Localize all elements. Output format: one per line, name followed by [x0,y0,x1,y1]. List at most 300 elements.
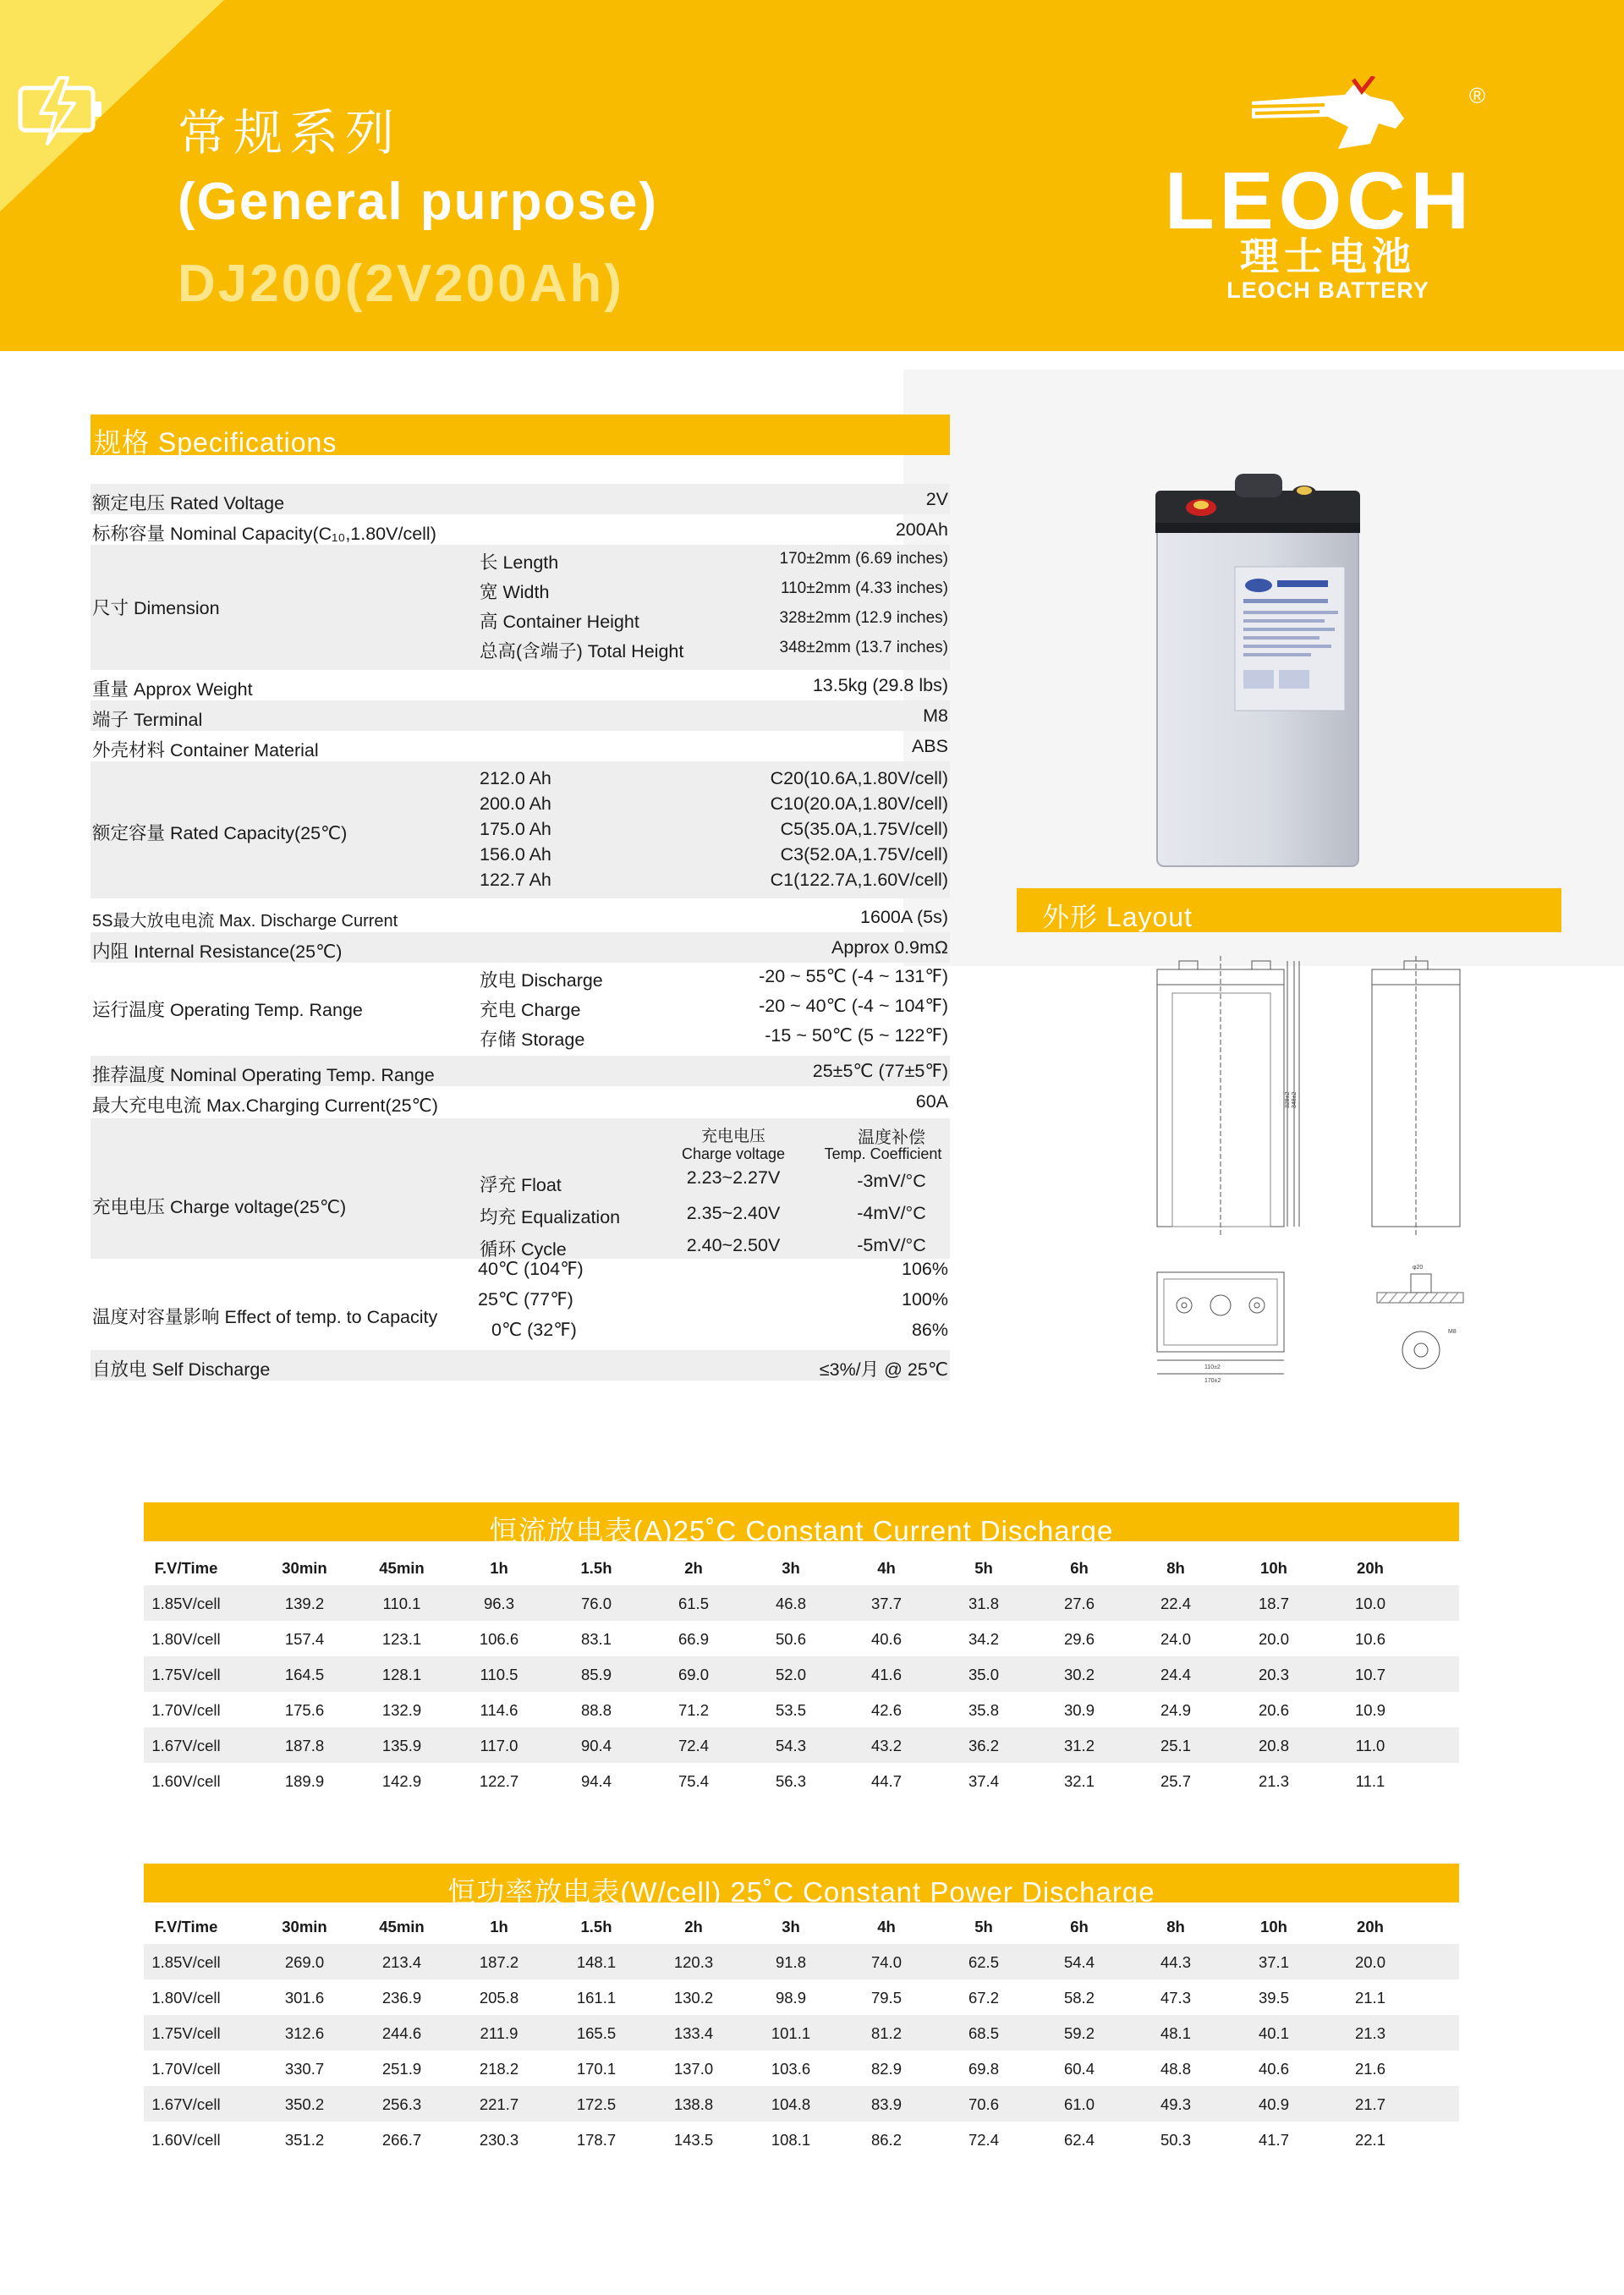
table-cell: 79.5 [870,1989,902,2007]
table-header-cell: 1.5h [580,1559,612,1577]
table-header-cell: 45min [379,1559,425,1577]
table-cell: 40.9 [1258,2095,1289,2113]
table-cell: 172.5 [576,2095,617,2113]
table-cell: 251.9 [381,2060,422,2078]
specifications-heading: 规格 Specifications [94,427,337,458]
table-header-cell: F.V/Time [154,1918,218,1935]
spec-value: 86% [911,1320,948,1340]
table-cell: 52.0 [775,1666,806,1683]
table-cell: 1.60V/cell [151,2131,221,2149]
table-cell: 130.2 [673,1989,714,2007]
table-cell: 1.80V/cell [151,1630,221,1648]
spec-row-container-material [91,731,950,761]
table-cell: 205.8 [479,1989,519,2007]
table-cell: 20.8 [1258,1737,1289,1754]
table-cell: 85.9 [580,1666,612,1683]
table-cell: 43.2 [870,1737,902,1754]
table-cell: 31.8 [968,1595,999,1612]
table-row [144,1692,1459,1727]
table-cell: 110.1 [382,1595,421,1612]
table-header-cell: 45min [379,1918,425,1935]
table-cell: 218.2 [479,2060,519,2078]
spec-value: 348±2mm (13.7 inches) [779,639,948,656]
table-header-cell: 2h [684,1918,703,1935]
table-cell: 11.1 [1355,1772,1385,1790]
cp-table-title: 恒功率放电表(W/cell) 25˚C Constant Power Discharge [447,1876,1155,1908]
layout-dim-label: 328±2 [1285,1091,1291,1108]
table-cell: 143.5 [673,2131,714,2149]
table-cell: 50.3 [1160,2131,1191,2149]
table-cell: 53.5 [775,1701,806,1719]
table-cell: 86.2 [870,2131,902,2149]
table-cell: 123.1 [381,1630,422,1648]
table-header-cell: 5h [974,1559,993,1577]
table-cell: 21.3 [1354,2024,1385,2042]
table-cell: 61.0 [1063,2095,1095,2113]
table-header-cell: F.V/Time [154,1559,218,1577]
table-cell: 72.4 [678,1737,709,1754]
table-header-cell: 10h [1260,1918,1287,1935]
cc-table-title-bar [144,1502,1459,1546]
table-cell: 20.0 [1258,1630,1289,1648]
spec-sublabel: 存储 Storage [480,1029,585,1050]
table-row [144,1621,1459,1656]
spec-label: 额定容量 Rated Capacity(25℃) [92,823,348,843]
layout-dim-label: 348±2 [1292,1091,1298,1108]
table-cell: 72.4 [968,2131,999,2149]
table-header-row [144,1550,1459,1585]
table-cell: 269.0 [284,1953,325,1971]
table-cell: 101.1 [771,2024,811,2042]
table-cell: 25.1 [1160,1737,1191,1754]
table-header-cell: 3h [782,1559,800,1577]
table-cell: 59.2 [1063,2024,1095,2042]
spec-value: 1600A (5s) [860,907,948,927]
table-header-cell: 3h [782,1918,800,1935]
spec-row-nominal-temp [91,1056,950,1086]
brand-name-cn: 理士电池 [1240,233,1416,279]
spec-label: 充电电压 Charge voltage(25℃) [92,1197,347,1217]
table-cell: 24.0 [1160,1630,1191,1648]
table-cell: 24.4 [1160,1666,1191,1683]
table-cell: 30.2 [1063,1666,1095,1683]
leoch-logo [1150,76,1489,313]
table-header-cell: 20h [1357,1918,1384,1935]
table-cell: 10.6 [1354,1630,1385,1648]
header-banner [0,0,1624,351]
spec-value: C1(122.7A,1.60V/cell) [770,870,948,890]
cp-table-title-bar [144,1864,1459,1908]
spec-value: Approx 0.9mΩ [831,937,948,958]
series-title-en: (General purpose) [178,173,658,231]
table-cell: 104.8 [771,2095,811,2113]
table-cell: 49.3 [1160,2095,1191,2113]
table-cell: 71.2 [678,1701,709,1719]
spec-label: 重量 Approx Weight [92,679,253,700]
spec-value: 110±2mm (4.33 inches) [780,579,948,597]
table-header-cell: 5h [974,1918,993,1935]
table-cell: 330.7 [284,2060,325,2078]
table-cell: 122.7 [479,1772,519,1790]
table-cell: 1.70V/cell [151,1701,221,1719]
spec-row-self-discharge [91,1350,950,1381]
table-cell: 62.5 [968,1953,999,1971]
table-cell: 351.2 [284,2131,325,2149]
table-cell: 1.75V/cell [151,1666,221,1683]
table-cell: 1.67V/cell [151,2095,221,2113]
table-cell: 46.8 [775,1595,806,1612]
table-cell: 25.7 [1160,1772,1191,1790]
layout-heading: 外形 Layout [1042,902,1193,932]
spec-sublabel: 156.0 Ah [480,844,551,865]
table-cell: 1.85V/cell [151,1953,221,1971]
table-cell: 29.6 [1063,1630,1095,1648]
temp-coef-col-cn: 温度补偿 [858,1128,925,1147]
table-cell: 66.9 [678,1630,709,1648]
table-cell: 266.7 [381,2131,422,2149]
table-cell: 70.6 [968,2095,999,2113]
table-cell: 236.9 [381,1989,422,2007]
spec-label: 内阻 Internal Resistance(25℃) [92,942,343,962]
table-cell: 230.3 [479,2131,519,2149]
table-cell: 189.9 [284,1772,325,1790]
table-cell: 138.8 [673,2095,714,2113]
table-cell: 60.4 [1063,2060,1095,2078]
table-cell: 34.2 [968,1630,999,1648]
registered-mark: ® [1468,83,1485,108]
table-cell: 37.4 [968,1772,999,1790]
table-cell: 128.1 [381,1666,422,1683]
spec-value: -15 ~ 50℃ (5 ~ 122℉) [765,1025,948,1046]
table-cell: 10.7 [1354,1666,1385,1683]
spec-value: C10(20.0A,1.80V/cell) [770,793,948,814]
table-cell: 75.4 [678,1772,709,1790]
table-cell: 142.9 [381,1772,422,1790]
table-cell: 40.6 [870,1630,902,1648]
table-cell: 11.0 [1355,1737,1385,1754]
spec-label: 自放电 Self Discharge [92,1359,271,1380]
spec-row-dimension [91,545,950,670]
table-cell: 21.3 [1258,1772,1289,1790]
spec-sublabel: 高 Container Height [480,612,639,632]
battery-charge-icon [15,74,110,147]
charge-voltage-col-en: Charge voltage [681,1145,786,1162]
table-cell: 244.6 [381,2024,422,2042]
table-cell: 10.9 [1354,1701,1385,1719]
spec-value: 13.5kg (29.8 lbs) [812,675,948,695]
table-row [144,1727,1459,1763]
table-cell: 22.1 [1354,2131,1385,2149]
table-row [144,1979,1459,2015]
table-cell: 161.1 [576,1989,617,2007]
spec-label: 额定电压 Rated Voltage [92,493,285,513]
table-cell: 94.4 [580,1772,612,1790]
spec-row-rated-voltage [91,484,950,514]
table-cell: 20.3 [1258,1666,1289,1683]
temp-coef-value: -3mV/°C [857,1171,926,1191]
table-cell: 114.6 [480,1701,518,1719]
horse-head-icon [1243,76,1413,161]
table-row [144,1944,1459,1979]
spec-value: 25±5℃ (77±5℉) [812,1061,948,1081]
spec-row-operating-temp [91,963,950,1052]
table-cell: 350.2 [284,2095,325,2113]
spec-value: C5(35.0A,1.75V/cell) [780,819,948,839]
table-header-cell: 20h [1357,1559,1384,1577]
table-cell: 135.9 [381,1737,422,1754]
table-cell: 41.6 [870,1666,902,1683]
table-cell: 68.5 [968,2024,999,2042]
table-cell: 36.2 [968,1737,999,1754]
table-cell: 312.6 [284,2024,325,2042]
charge-voltage-value: 2.40~2.50V [686,1235,781,1255]
spec-sublabel: 循环 Cycle [480,1239,567,1260]
table-cell: 301.6 [284,1989,325,2007]
table-cell: 164.5 [284,1666,325,1683]
table-cell: 132.9 [381,1701,422,1719]
spec-sublabel: 40℃ (104℉) [478,1259,584,1279]
charge-voltage-col-cn: 充电电压 [700,1128,765,1145]
table-cell: 110.5 [480,1666,518,1683]
table-header-cell: 8h [1166,1918,1185,1935]
spec-label: 最大充电电流 Max.Charging Current(25℃) [92,1095,438,1116]
spec-value: M8 [923,706,948,726]
table-header-cell: 1h [490,1918,508,1935]
specifications-heading-bar [91,415,950,458]
table-row [144,2015,1459,2051]
table-cell: 1.85V/cell [151,1595,221,1612]
table-cell: 256.3 [381,2095,422,2113]
table-header-cell: 30min [282,1559,327,1577]
table-cell: 103.6 [771,2060,811,2078]
table-row [144,2086,1459,2122]
spec-value: -20 ~ 40℃ (-4 ~ 104℉) [759,996,948,1016]
layout-dim-label: 170±2 [1204,1378,1221,1384]
temp-coef-col-en: Temp. Coefficient [824,1145,942,1162]
spec-sublabel: 0℃ (32℉) [491,1320,577,1340]
table-cell: 58.2 [1063,1989,1095,2007]
table-cell: 165.5 [576,2024,617,2042]
table-cell: 61.5 [678,1595,709,1612]
table-header-cell: 10h [1260,1559,1287,1577]
table-cell: 37.1 [1258,1953,1289,1971]
spec-value: ≤3%/月 @ 25℃ [819,1359,948,1380]
table-cell: 133.4 [673,2024,714,2042]
table-cell: 187.2 [479,1953,519,1971]
table-row [144,1656,1459,1692]
spec-label: 端子 Terminal [92,710,203,730]
spec-row-charge-voltage [91,1118,950,1259]
table-cell: 54.4 [1063,1953,1095,1971]
table-cell: 178.7 [576,2131,617,2149]
table-cell: 81.2 [870,2024,902,2042]
cc-table-title: 恒流放电表(A)25˚C Constant Current Discharge [489,1515,1114,1546]
spec-value: 328±2mm (12.9 inches) [779,609,948,627]
table-cell: 62.4 [1063,2131,1095,2149]
table-cell: 10.0 [1354,1595,1385,1612]
table-header-cell: 4h [877,1918,896,1935]
spec-value: 106% [902,1259,948,1279]
spec-row-max-charging [91,1086,950,1117]
spec-sublabel: 总高(含端子) Total Height [480,641,684,662]
spec-label: 温度对容量影响 Effect of temp. to Capacity [92,1307,438,1327]
table-cell: 21.1 [1354,1989,1385,2007]
table-cell: 157.4 [284,1630,325,1648]
table-cell: 39.5 [1258,1989,1289,2007]
table-cell: 67.2 [968,1989,999,2007]
table-cell: 98.9 [775,1989,806,2007]
table-header-cell: 30min [282,1918,327,1935]
table-cell: 48.8 [1160,2060,1191,2078]
table-header-cell: 6h [1070,1918,1089,1935]
table-header-cell: 1h [490,1559,508,1577]
table-cell: 69.8 [968,2060,999,2078]
brand-wordmark: LEOCH [1165,156,1474,246]
table-cell: 83.9 [870,2095,902,2113]
table-cell: 170.1 [576,2060,617,2078]
spec-label: 5S最大放电电流 Max. Discharge Current [92,912,398,931]
table-cell: 120.3 [673,1953,714,1971]
table-cell: 50.6 [775,1630,806,1648]
series-title-cn: 常规系列 [178,104,402,162]
table-cell: 18.7 [1258,1595,1289,1612]
spec-sublabel: 212.0 Ah [480,768,551,788]
table-cell: 108.1 [771,2131,811,2149]
table-header-cell: 1.5h [580,1918,612,1935]
table-cell: 40.1 [1258,2024,1289,2042]
brand-name-en: LEOCH BATTERY [1226,277,1429,303]
table-cell: 31.2 [1063,1737,1095,1754]
table-cell: 211.9 [480,2024,518,2042]
spec-label: 推荐温度 Nominal Operating Temp. Range [92,1065,435,1085]
table-header-cell: 6h [1070,1559,1089,1577]
spec-row-temp-effect [91,1259,950,1350]
spec-value: 100% [902,1289,948,1309]
battery-product-photo [1150,474,1370,871]
spec-value: ABS [911,736,948,756]
spec-sublabel: 均充 Equalization [480,1207,621,1227]
spec-value: 60A [915,1091,948,1112]
table-cell: 106.6 [479,1630,519,1648]
layout-heading-bar [1017,888,1561,932]
spec-label: 运行温度 Operating Temp. Range [92,1000,363,1020]
table-cell: 24.9 [1160,1701,1191,1719]
table-cell: 22.4 [1160,1595,1191,1612]
table-cell: 41.7 [1258,2131,1289,2149]
table-cell: 1.80V/cell [151,1989,221,2007]
table-cell: 21.6 [1354,2060,1385,2078]
layout-dimension-drawings [1125,947,1480,1387]
table-cell: 137.0 [673,2060,714,2078]
layout-dim-label: M8 [1448,1329,1457,1335]
temp-coef-value: -4mV/°C [857,1203,926,1223]
spec-value: C3(52.0A,1.75V/cell) [780,844,948,865]
table-cell: 1.67V/cell [151,1737,221,1754]
spec-sublabel: 宽 Width [480,582,550,602]
table-cell: 83.1 [580,1630,612,1648]
table-cell: 96.3 [483,1595,514,1612]
table-cell: 1.75V/cell [151,2024,221,2042]
table-header-row [144,1908,1459,1944]
spec-sublabel: 充电 Charge [480,1000,581,1020]
table-row [144,1763,1459,1798]
temp-coef-value: -5mV/°C [857,1235,926,1255]
spec-row-weight [91,670,950,700]
model-title: DJ200(2V200Ah) [178,255,624,313]
layout-dim-label: 110±2 [1204,1364,1221,1370]
table-cell: 69.0 [678,1666,709,1683]
spec-label: 外壳材料 Container Material [92,740,319,760]
table-cell: 40.6 [1258,2060,1289,2078]
spec-value: 2V [925,489,948,509]
table-cell: 35.0 [968,1666,999,1683]
table-cell: 42.6 [870,1701,902,1719]
table-row [144,2122,1459,2157]
table-cell: 47.3 [1160,1989,1191,2007]
layout-dim-label: φ20 [1413,1265,1424,1271]
table-cell: 48.1 [1160,2024,1191,2042]
spec-label: 标称容量 Nominal Capacity(C₁₀,1.80V/cell) [92,524,436,544]
spec-row-max-discharge [91,902,950,932]
table-cell: 20.0 [1354,1953,1385,1971]
table-cell: 21.7 [1354,2095,1385,2113]
table-cell: 44.3 [1160,1953,1191,1971]
spec-value: -20 ~ 55℃ (-4 ~ 131℉) [759,966,948,986]
charge-voltage-value: 2.23~2.27V [686,1167,781,1188]
spec-value: 170±2mm (6.69 inches) [779,550,948,568]
table-cell: 139.2 [284,1595,325,1612]
table-cell: 148.1 [576,1953,617,1971]
table-row [144,1585,1459,1621]
table-header-cell: 4h [877,1559,896,1577]
table-cell: 30.9 [1063,1701,1095,1719]
table-cell: 74.0 [870,1953,902,1971]
spec-label: 尺寸 Dimension [92,598,220,618]
table-cell: 1.70V/cell [151,2060,221,2078]
table-cell: 54.3 [775,1737,806,1754]
spec-row-terminal [91,700,950,731]
table-cell: 175.6 [284,1701,325,1719]
table-cell: 32.1 [1063,1772,1095,1790]
spec-sublabel: 25℃ (77℉) [478,1289,573,1309]
table-cell: 213.4 [381,1953,422,1971]
table-header-cell: 2h [684,1559,703,1577]
spec-row-rated-capacity [91,761,950,898]
table-cell: 76.0 [580,1595,612,1612]
spec-sublabel: 122.7 Ah [480,870,551,890]
spec-value: 200Ah [895,519,948,540]
table-cell: 27.6 [1063,1595,1095,1612]
table-cell: 1.60V/cell [151,1772,221,1790]
spec-value: C20(10.6A,1.80V/cell) [770,768,948,788]
table-cell: 37.7 [870,1595,902,1612]
spec-row-nominal-capacity [91,514,950,545]
table-cell: 90.4 [580,1737,612,1754]
table-cell: 56.3 [775,1772,806,1790]
table-cell: 187.8 [284,1737,325,1754]
spec-sublabel: 长 Length [480,552,559,573]
table-cell: 221.7 [479,2095,519,2113]
table-cell: 117.0 [480,1737,518,1754]
table-cell: 91.8 [775,1953,806,1971]
table-row [144,2051,1459,2086]
spec-row-internal-resistance [91,932,950,963]
charge-voltage-value: 2.35~2.40V [686,1203,781,1223]
table-header-cell: 8h [1166,1559,1185,1577]
table-cell: 20.6 [1258,1701,1289,1719]
table-cell: 44.7 [870,1772,902,1790]
table-cell: 35.8 [968,1701,999,1719]
